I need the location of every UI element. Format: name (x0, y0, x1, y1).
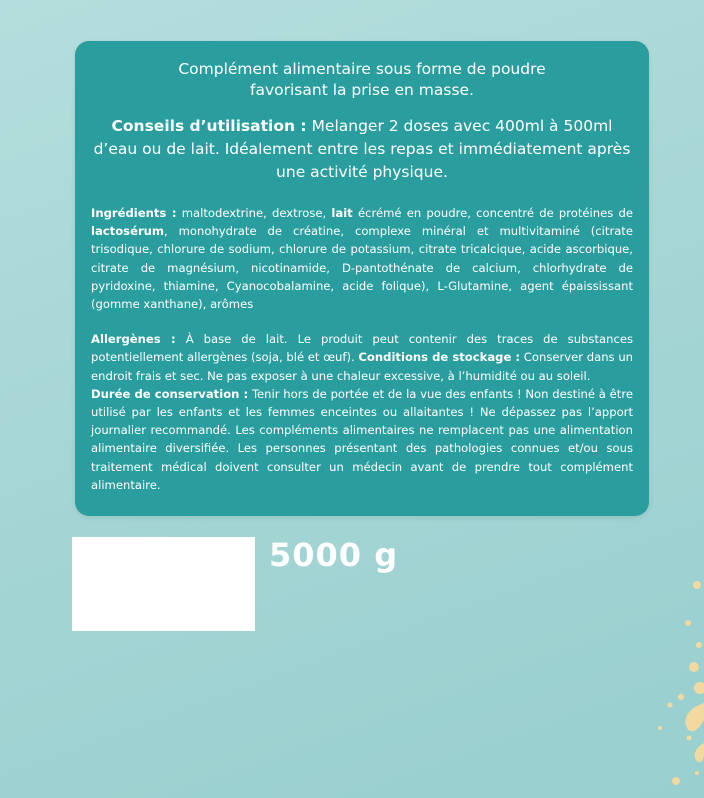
ingredients-text-1: maltodextrine, dextrose, (176, 206, 332, 220)
shelf-life-label: Durée de conservation : (91, 386, 249, 401)
ingredients-text-2: écrémé en poudre, concentré de protéines de (352, 206, 634, 220)
milk-splash-decoration (614, 568, 704, 798)
ingredients-label: Ingrédients : (91, 206, 177, 220)
net-weight: 5000 g (269, 536, 399, 574)
description-line-2: favorisant la prise en masse. (250, 81, 474, 99)
ingredients-text-3: , monohydrate de créatine, complexe minéral et multivitaminé (citrate trisodique, chlorure de sodium, chlorure de potassium, citrate tricalcique, acide ascorbique, citrate de magnésium, nicotinamide, D-pantothénate de calcium, chlorhydrate de pyridoxine, thiamine, Cyanocobalamine, acide folique), L-Glutamine, agent épaississant (gomme xanthane), arômes (91, 224, 633, 312)
ingredients-section (91, 204, 633, 313)
usage-text: Melanger 2 doses avec 400ml à 500ml d’eau ou de lait. Idéalement entre les repas et immédiatement après une activité physique. (93, 117, 631, 181)
allergens-label: Allergènes : (91, 332, 176, 347)
allergens-section (91, 330, 633, 494)
allergens-text: À base de lait. Le produit peut contenir des traces de substances potentiellement allergènes (soja, blé et œuf). (91, 332, 633, 365)
storage-label: Conditions de stockage : (358, 350, 521, 365)
storage-text: Conserver dans un endroit frais et sec. Ne pas exposer à une chaleur excessive, à l’humidité ou au soleil. (91, 350, 634, 383)
ingredient-allergen-milk: lait (331, 206, 353, 220)
usage-instructions (91, 115, 633, 184)
description-line-1: Complément alimentaire sous forme de poudre (178, 60, 546, 78)
ingredient-allergen-whey: lactosérum (91, 224, 164, 239)
shelf-life-text: Tenir hors de portée et de la vue des enfants ! Non destiné à être utilisé par les enfants et les femmes enceintes ou allaitantes ! Ne dépassez pas l’apport journalier recommandé. Les compléments alimentaires ne remplacent pas une alimentation alimentaire diversifiée. Les personnes présentant des pathologies connues et/ou sous traitement médical doivent consulter un médecin avant de prendre tout complément alimentaire. (91, 386, 633, 492)
label-blank-area (72, 537, 255, 631)
product-description (91, 59, 633, 101)
usage-label: Conseils d’utilisation : (111, 117, 307, 135)
product-info-panel (75, 41, 649, 516)
